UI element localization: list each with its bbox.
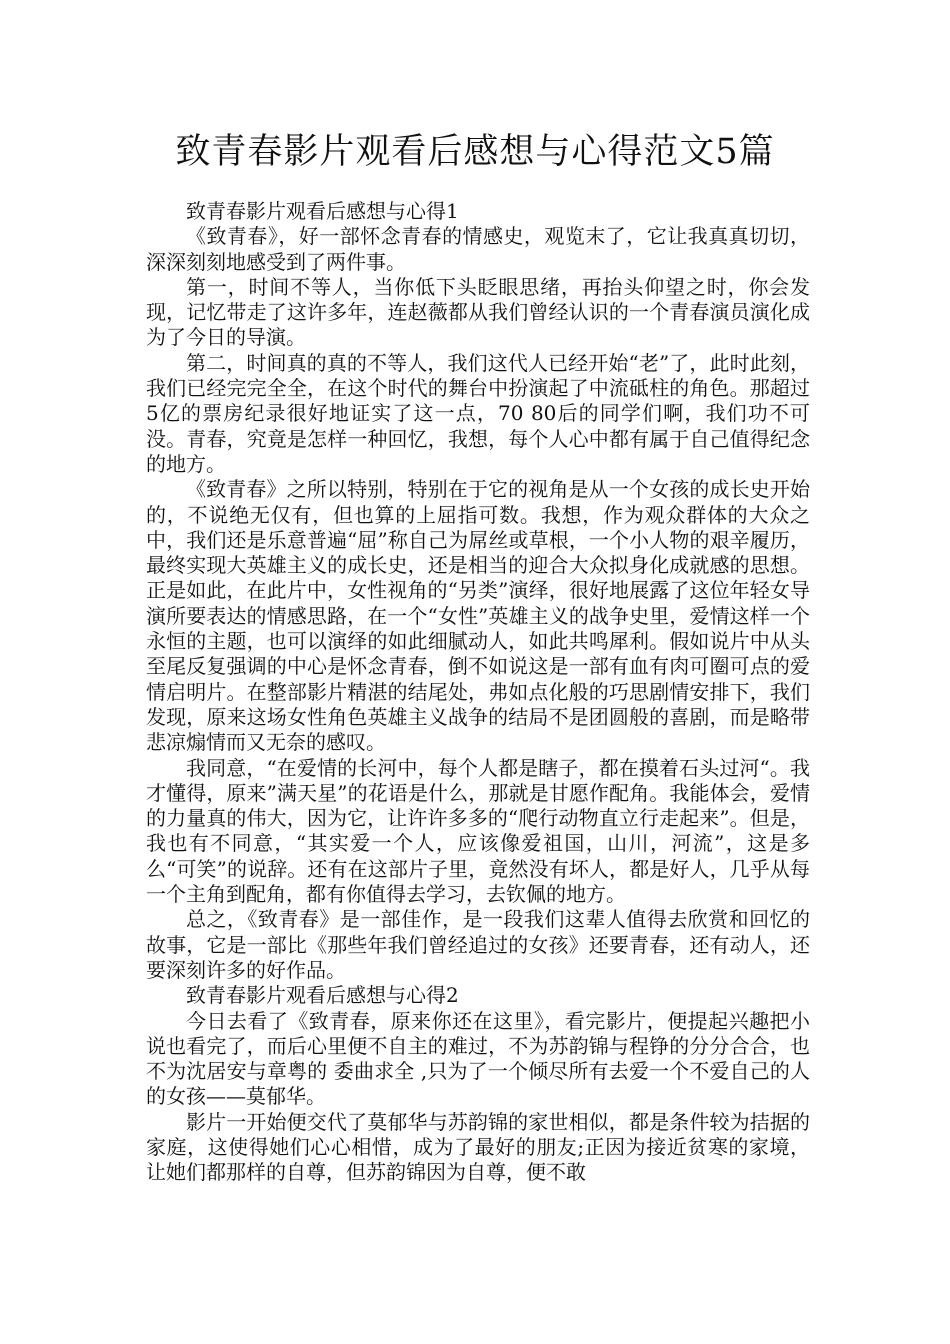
paragraph: 影片一开始便交代了莫郁华与苏韵锦的家世相似，都是条件较为拮据的家庭，这使得她们心心相惜，成为了最好的朋友;正因为接近贫寒的家境，让她们都那样的自尊，但苏韵锦因为自尊，便不敢 <box>146 1109 810 1185</box>
paragraph: 总之，《致青春》是一部佳作，是一段我们这辈人值得去欣赏和回忆的故事，它是一部比《那些年我们曾经追过的女孩》还要青春，还有动人，还要深刻许多的好作品。 <box>146 907 810 982</box>
paragraph: 今日去看了《致青春，原来你还在这里》，看完影片，便提起兴趣把小说也看完了，而后心里便不自主的难过，不为苏韵锦与程铮的分分合合，也不为沈居安与章粤的 委曲求全 ,只为了一个倾尽所有去爱一个不爱自己的人的女孩——莫郁华。 <box>146 1008 810 1109</box>
paragraph: 《致青春》，好一部怀念青春的情感史，观览末了，它让我真真切切，深深刻刻地感受到了两件事。 <box>146 224 810 274</box>
paragraph: 第一，时间不等人，当你低下头眨眼思绪，再抬头仰望之时，你会发现，记忆带走了这许多年，连赵薇都从我们曾经认识的一个青春演员演化成为了今日的导演。 <box>146 274 810 350</box>
document-body <box>146 199 810 1186</box>
paragraph: 我同意，“在爱情的长河中，每个人都是瞎子，都在摸着石头过河“。我才懂得，原来”满天星”的花语是什么，那就是甘愿作配角。我能体会，爱情的力量真的伟大，因为它，让许许多多的“爬行动物直立行走起来”。但是，我也有不同意，“其实爱一个人，应该像爱祖国，山川，河流”，这是多么“可笑”的说辞。还有在这部片子里，竟然没有坏人，都是好人，几乎从每一个主角到配角，都有你值得去学习，去钦佩的地方。 <box>146 755 810 907</box>
paragraph: 《致青春》之所以特别，特别在于它的视角是从一个女孩的成长史开始的，不说绝无仅有，但也算的上屈指可数。我想，作为观众群体的大众之中，我们还是乐意普遍“屈”称自己为屌丝或草根，一个小人物的艰辛履历，最终实现大英雄主义的成长史，还是相当的迎合大众拟身化成就感的思想。正是如此，在此片中，女性视角的“另类”演绎，很好地展露了这位年轻女导演所要表达的情感思路，在一个“女性”英雄主义的战争史里，爱情这样一个永恒的主题，也可以演绎的如此细腻动人，如此共鸣犀利。假如说片中从头至尾反复强调的中心是怀念青春，倒不如说这是一部有血有肉可圈可点的爱情启明片。在整部影片精湛的结尾处，弗如点化般的巧思剧情安排下，我们发现，原来这场女性角色英雄主义战争的结局不是团圆般的喜剧，而是略带悲凉煽情而又无奈的感叹。 <box>146 477 810 755</box>
section-heading: 致青春影片观看后感想与心得1 <box>186 199 459 223</box>
section-heading: 致青春影片观看后感想与心得2 <box>186 983 459 1008</box>
document-title: 致青春影片观看后感想与心得范文5篇 <box>175 132 775 172</box>
paragraph: 第二，时间真的真的不等人，我们这代人已经开始“老”了，此时此刻，我们已经完完全全，在这个时代的舞台中扮演起了中流砥柱的角色。那超过5亿的票房纪录很好地证实了这一点，70 80后的同学们啊，我们功不可没。青春，究竟是怎样一种回忆，我想，每个人心中都有属于自己值得纪念的地方。 <box>146 350 810 476</box>
